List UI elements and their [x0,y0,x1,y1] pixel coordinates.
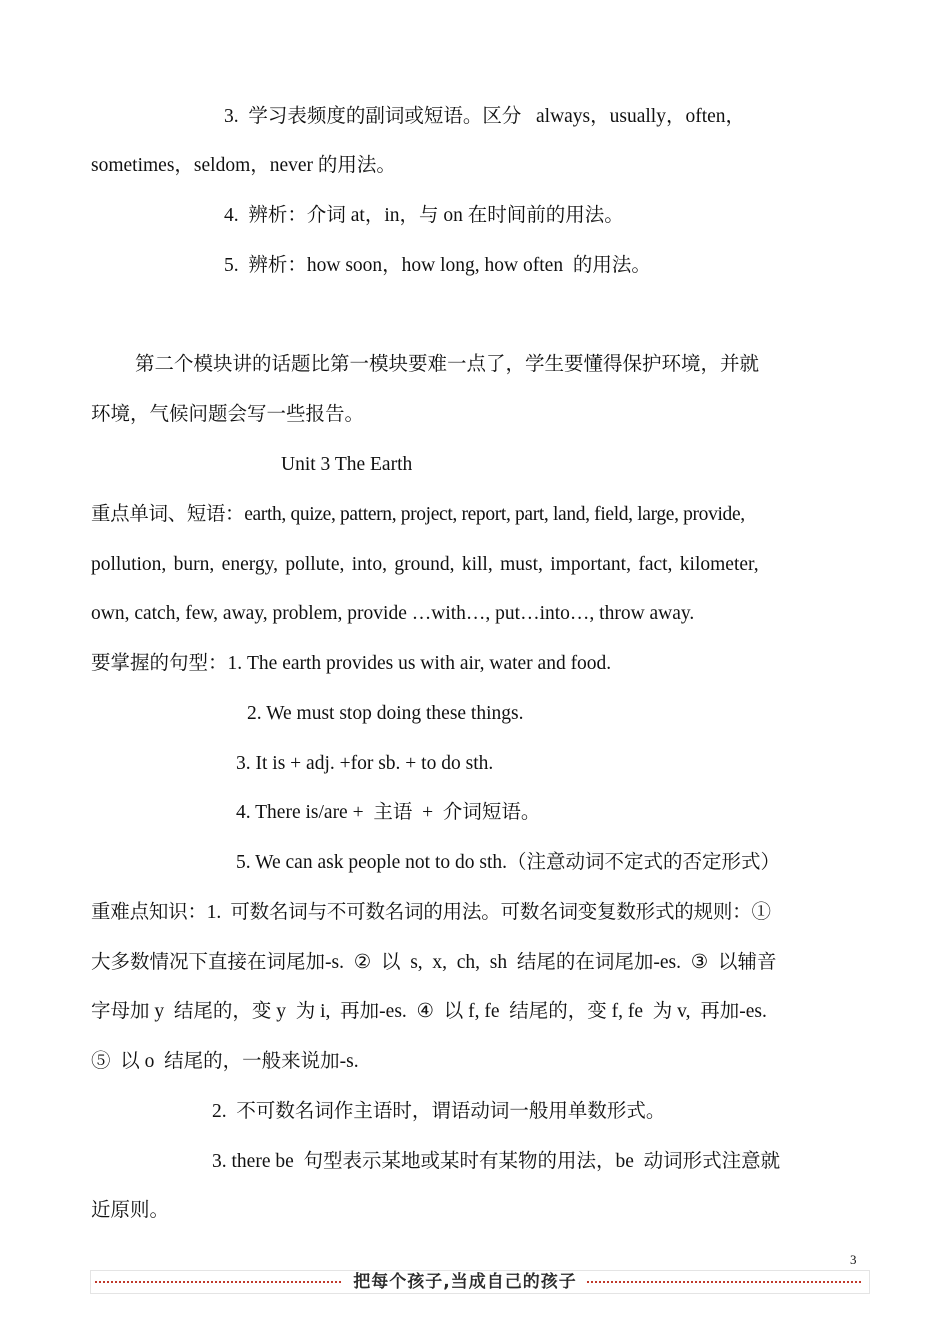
page-number: 3 [850,1252,857,1267]
text-line-9: pollution, burn, energy, pollute, into, ground, kill, must, important, fact, kilometer, [91,554,759,575]
text-line-5: 第二个模块讲的话题比第一模块要难一点了，学生要懂得保护环境，并就 [135,354,760,375]
text-line-8: 重点单词、短语：earth, quize, pattern, project, report, part, land, field, large, provide, [91,504,745,525]
text-line-16: 重难点知识：1. 可数名词与不可数名词的用法。可数名词变复数形式的规则：① [91,902,771,923]
footer-divider-left [95,1281,341,1283]
footer-slogan: 把每个孩子,当成自己的孩子 [353,1272,577,1292]
text-line-15: 5. We can ask people not to do sth.（注意动词不定式的否定形式） [236,852,781,873]
footer-divider-right [587,1281,861,1283]
text-line-6: 环境，气候问题会写一些报告。 [91,404,365,425]
footer-banner [90,1270,870,1294]
text-line-11: 要掌握的句型：1. The earth provides us with air, water and food. [91,653,612,674]
text-line-10: own, catch, few, away, problem, provide …with…, put…into…, throw away. [91,603,695,624]
text-line-12: 2. We must stop doing these things. [247,703,524,724]
text-line-14: 4. There is/are + 主语 + 介词短语。 [236,802,541,823]
text-line-18: 字母加 y 结尾的，变 y 为 i, 再加-es. ④ 以 f, fe 结尾的，变 f, fe 为 v, 再加-es. [91,1001,767,1022]
text-line-20: 2. 不可数名词作主语时，谓语动词一般用单数形式。 [212,1101,666,1122]
text-line-1: 3. 学习表频度的副词或短语。区分 always，usually，often， [224,106,746,127]
text-line-3: 4. 辨析：介词 at，in，与 on 在时间前的用法。 [224,205,624,226]
text-line-4: 5. 辨析：how soon，how long, how often 的用法。 [224,255,651,276]
text-line-13: 3. It is + adj. +for sb. + to do sth. [236,753,494,774]
text-line-19: ⑤ 以 o 结尾的，一般来说加-s. [91,1051,359,1072]
text-line-17: 大多数情况下直接在词尾加-s. ② 以 s, x, ch, sh 结尾的在词尾加-es. ③ 以辅音 [91,952,777,973]
text-line-2: sometimes，seldom，never 的用法。 [91,155,396,176]
text-line-21: 3. there be 句型表示某地或某时有某物的用法，be 动词形式注意就 [212,1151,781,1172]
text-line-22: 近原则。 [91,1200,170,1221]
unit-heading: Unit 3 The Earth [281,454,413,475]
